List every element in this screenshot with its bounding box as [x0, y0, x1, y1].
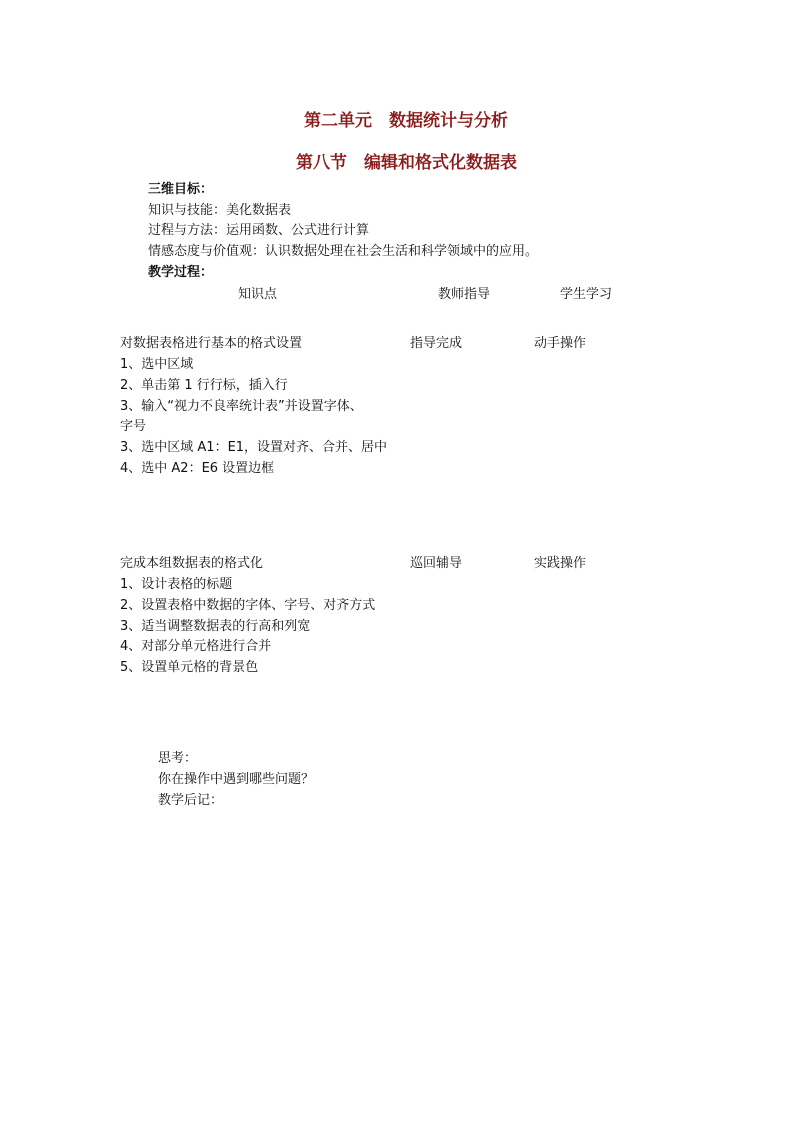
section2-step: 3、适当调整数据表的行高和列宽 — [120, 619, 311, 634]
teaching-notes-label: 教学后记： — [158, 793, 224, 808]
section2-step: 1、设计表格的标题 — [120, 577, 233, 592]
section2-topic: 完成本组数据表的格式化 — [120, 556, 264, 571]
section2-step: 4、对部分单元格进行合并 — [120, 639, 272, 654]
section2-student: 实践操作 — [534, 556, 587, 571]
section2-step: 5、设置单元格的背景色 — [120, 660, 259, 675]
objective-attitude: 情感态度与价值观：认识数据处理在社会生活和科学领域中的应用。 — [148, 244, 539, 259]
think-label: 思考： — [158, 751, 198, 766]
section1-student: 动手操作 — [534, 336, 587, 351]
column-header-student: 学生学习 — [560, 287, 613, 302]
section1-step: 2、单击第 1 行行标，插入行 — [120, 378, 288, 393]
objectives-heading: 三维目标： — [148, 182, 214, 197]
section1-step: 字号 — [120, 419, 147, 434]
section1-step: 1、选中区域 — [120, 357, 194, 372]
section1-topic: 对数据表格进行基本的格式设置 — [120, 336, 303, 351]
column-header-knowledge: 知识点 — [238, 287, 278, 302]
unit-title: 第二单元 数据统计与分析 — [304, 111, 508, 131]
section1-step: 4、选中 A2：E6 设置边框 — [120, 461, 275, 476]
section2-teacher: 巡回辅导 — [410, 556, 463, 571]
section2-step: 2、设置表格中数据的字体、字号、对齐方式 — [120, 598, 376, 613]
objective-knowledge: 知识与技能：美化数据表 — [148, 203, 292, 218]
think-question: 你在操作中遇到哪些问题？ — [158, 772, 315, 787]
section1-teacher: 指导完成 — [410, 336, 463, 351]
section1-step: 3、输入“视力不良率统计表”并设置字体、 — [120, 399, 363, 414]
column-header-teacher: 教师指导 — [438, 287, 491, 302]
objective-process: 过程与方法：运用函数、公式进行计算 — [148, 223, 370, 238]
section1-step: 3、选中区域 A1：E1，设置对齐、合并、居中 — [120, 440, 388, 455]
process-heading: 教学过程： — [148, 265, 214, 280]
section-title: 第八节 编辑和格式化数据表 — [296, 153, 517, 173]
